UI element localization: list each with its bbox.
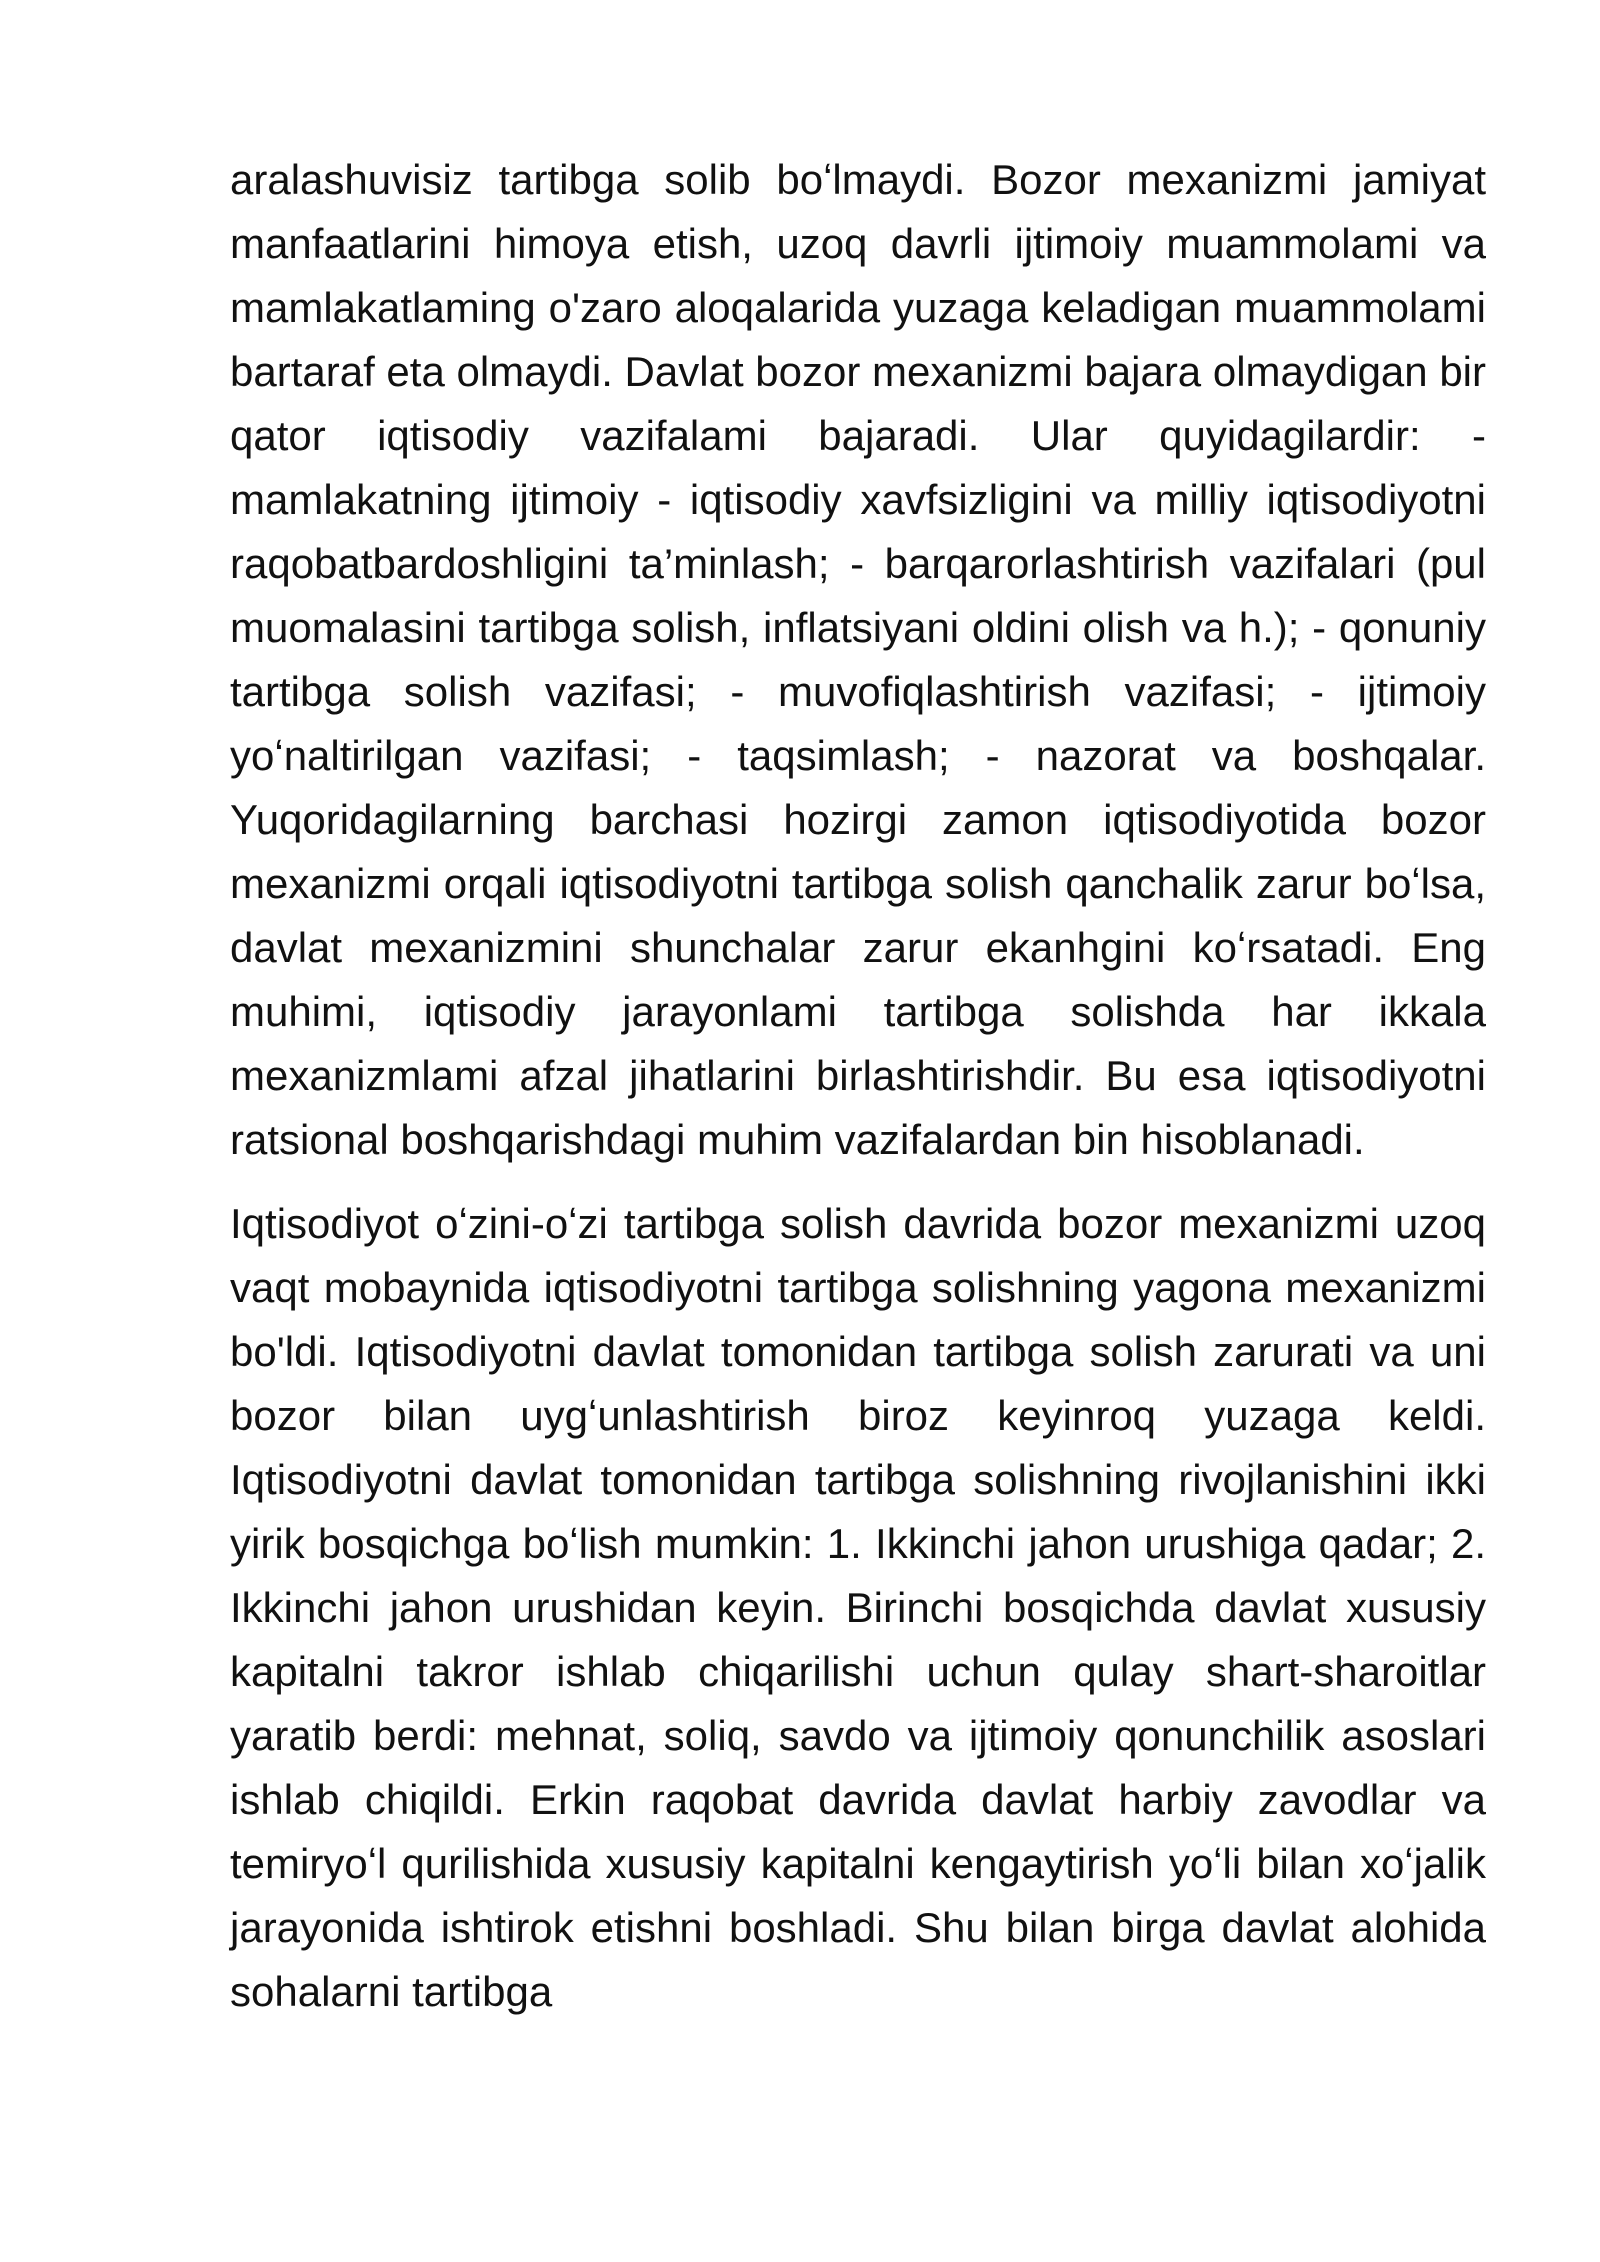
body-text (230, 148, 1486, 2024)
paragraph-2: Iqtisodiyot oʻzini-oʻzi tartibga solish davrida bozor mexanizmi uzoq vaqt mobaynida iqtisodiyotni tartibga solishning yagona mexanizmi bo'ldi. Iqtisodiyotni davlat tomonidan tartibga solish zarurati va uni bozor bilan uygʻunlashtirish biroz keyinroq yuzaga keldi. Iqtisodiyotni davlat tomonidan tartibga solishning rivojlanishini ikki yirik bosqichga boʻlish mumkin: 1. Ikkinchi jahon urushiga qadar; 2. Ikkinchi jahon urushidan keyin. Birinchi bosqichda davlat xususiy kapitalni takror ishlab chiqarilishi uchun qulay shart-sharoitlar yaratib berdi: mehnat, soliq, savdo va ijtimoiy qonunchilik asoslari ishlab chiqildi. Erkin raqobat davrida davlat harbiy zavodlar va temiryoʻl qurilishida xususiy kapitalni kengaytirish yoʻli bilan xoʻjalik jarayonida ishtirok etishni boshladi. Shu bilan birga davlat alohida sohalarni tartibga (230, 1200, 1486, 2015)
paragraph-1: aralashuvisiz tartibga solib boʻlmaydi. Bozor mexanizmi jamiyat manfaatlarini himoya etish, uzoq davrli ijtimoiy muammolami va mamlakatlaming o'zaro aloqalarida yuzaga keladigan muammolami bartaraf eta olmaydi. Davlat bozor mexanizmi bajara olmaydigan bir qator iqtisodiy vazifalami bajaradi. Ular quyidagilardir: - mamlakatning ijtimoiy - iqtisodiy xavfsizligini va milliy iqtisodiyotni raqobatbardoshligini ta’minlash; - barqarorlashtirish vazifalari (pul muomalasini tartibga solish, inflatsiyani oldini olish va h.); - qonuniy tartibga solish vazifasi; - muvofiqlashtirish vazifasi; - ijtimoiy yoʻnaltirilgan vazifasi; - taqsimlash; - nazorat va boshqalar. Yuqoridagilarning barchasi hozirgi zamon iqtisodiyotida bozor mexanizmi orqali iqtisodiyotni tartibga solish qanchalik zarur boʻlsa, davlat mexanizmini shunchalar zarur ekanhgini koʻrsatadi. Eng muhimi, iqtisodiy jarayonlami tartibga solishda har ikkala mexanizmlami afzal jihatlarini birlashtirishdir. Bu esa iqtisodiyotni ratsional boshqarishdagi muhim vazifalardan bin hisoblanadi. (230, 156, 1486, 1163)
